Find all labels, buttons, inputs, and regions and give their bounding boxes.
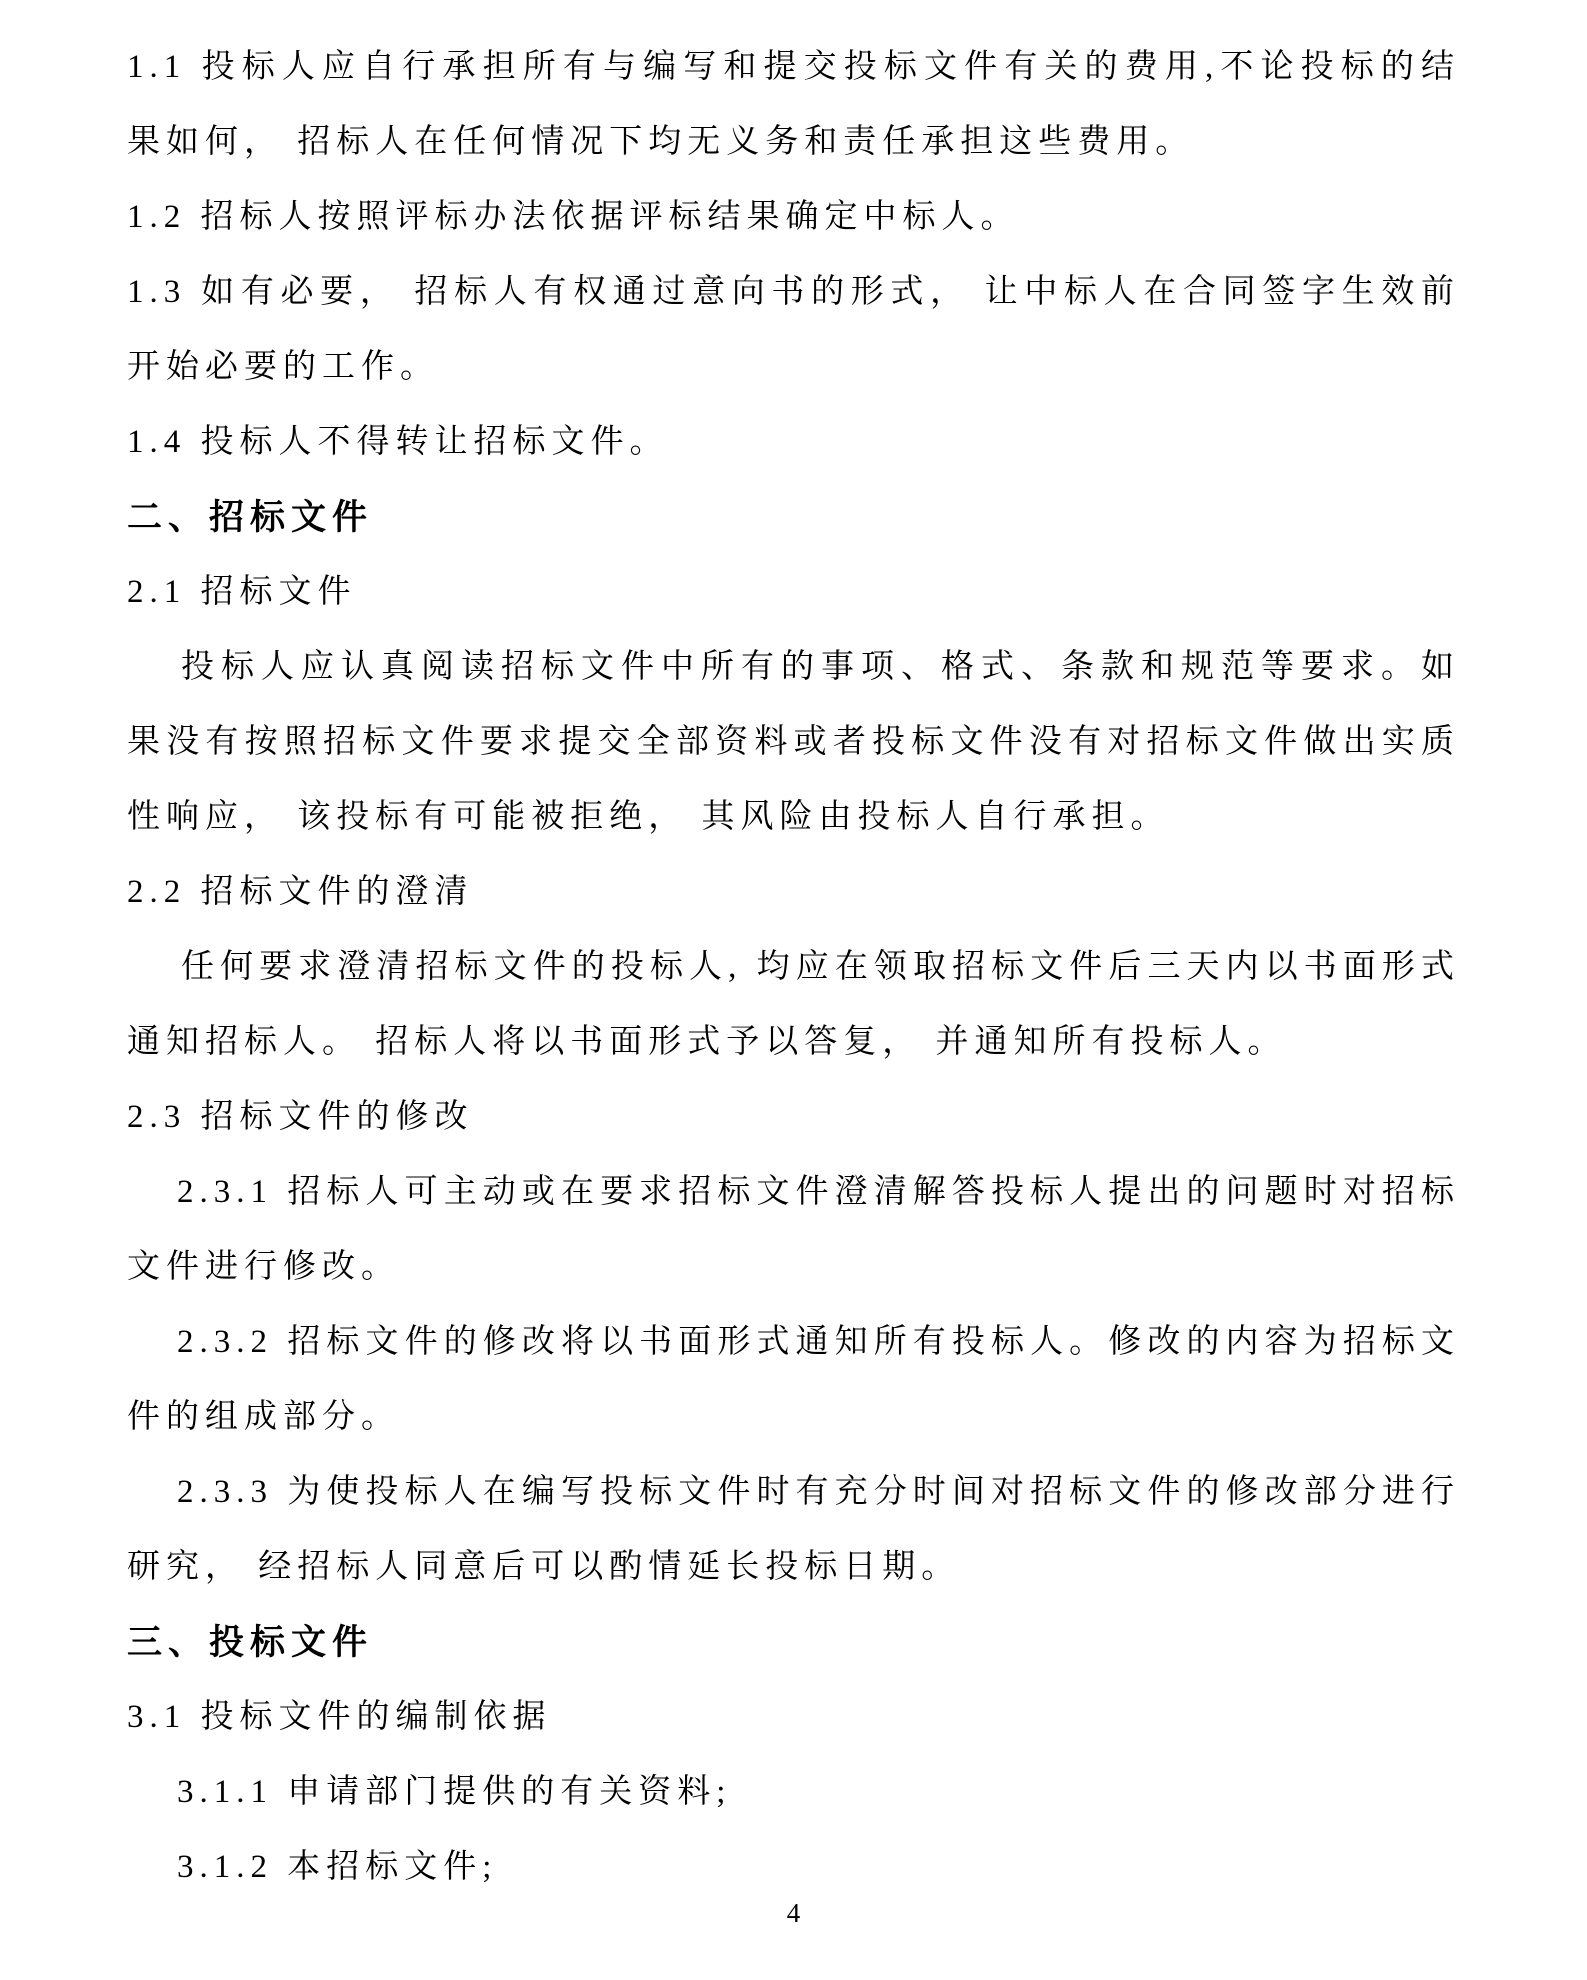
section-heading: 三、投标文件 bbox=[127, 1623, 374, 1662]
paragraph: 2.3.3 为使投标人在编写投标文件时有充分时间对招标文件的修改部分进行研究， 经招标人同意后可以酌情延长投标日期。 bbox=[127, 1474, 1460, 1585]
paragraph: 1.1 投标人应自行承担所有与编写和提交投标文件有关的费用,不论投标的结果如何， 招标人在任何情况下均无义务和责任承担这些费用。 bbox=[127, 49, 1460, 160]
paragraph: 2.1 招标文件 bbox=[127, 574, 357, 610]
paragraph: 2.3.2 招标文件的修改将以书面形式通知所有投标人。修改的内容为招标文件的组成部分。 bbox=[127, 1324, 1460, 1435]
paragraph: 2.3.1 招标人可主动或在要求招标文件澄清解答投标人提出的问题时对招标文件进行修改。 bbox=[127, 1174, 1460, 1285]
paragraph: 1.3 如有必要， 招标人有权通过意向书的形式， 让中标人在合同签字生效前开始必要的工作。 bbox=[127, 274, 1460, 385]
paragraph: 1.2 招标人按照评标办法依据评标结果确定中标人。 bbox=[127, 199, 1020, 235]
section-heading: 二、招标文件 bbox=[127, 498, 374, 537]
paragraph: 2.3 招标文件的修改 bbox=[127, 1099, 474, 1135]
paragraph: 2.2 招标文件的澄清 bbox=[127, 874, 474, 910]
document-body bbox=[127, 30, 1460, 1905]
paragraph: 1.4 投标人不得转让招标文件。 bbox=[127, 424, 669, 460]
paragraph: 任何要求澄清招标文件的投标人, 均应在领取招标文件后三天内以书面形式通知招标人。 招标人将以书面形式予以答复， 并通知所有投标人。 bbox=[127, 949, 1460, 1060]
paragraph: 3.1.1 申请部门提供的有关资料; bbox=[177, 1774, 732, 1810]
paragraph: 3.1 投标文件的编制依据 bbox=[127, 1699, 552, 1735]
paragraph: 3.1.2 本招标文件; bbox=[177, 1849, 498, 1885]
paragraph: 投标人应认真阅读招标文件中所有的事项、格式、条款和规范等要求。如果没有按照招标文件要求提交全部资料或者投标文件没有对招标文件做出实质性响应， 该投标有可能被拒绝， 其风险由投标人自行承担。 bbox=[127, 649, 1460, 835]
page-number: 4 bbox=[786, 1898, 801, 1928]
